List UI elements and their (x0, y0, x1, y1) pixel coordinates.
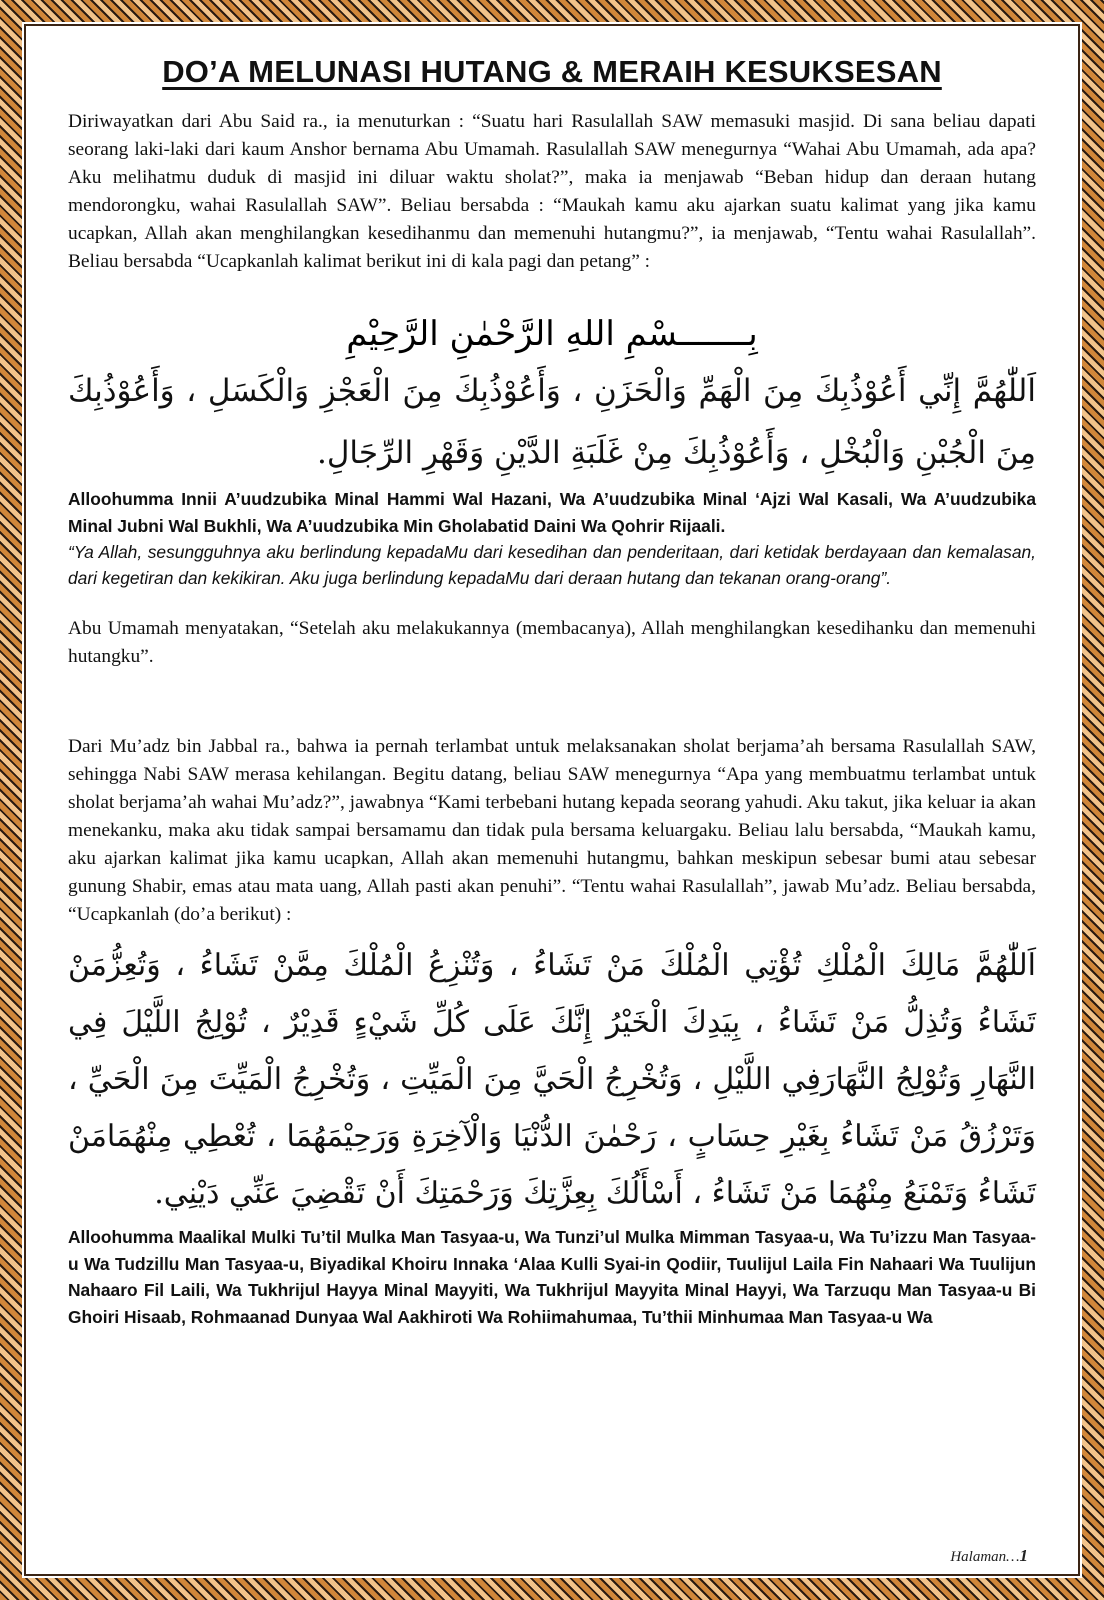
narration-abu-said: Diriwayatkan dari Abu Said ra., ia menuturkan : “Suatu hari Rasulallah SAW memasuki masjid. Di sana beliau dapati seorang laki-laki dari kaum Anshor bernama Abu Umamah. Rasulallah SAW menegurnya “Wahai Abu Umamah, ada apa? Aku melihatmu duduk di masjid ini diluar waktu sholat?”, maka ia menjawab “Beban hidup dan deraan hutang mendorongku, wahai Rasulallah SAW”. Beliau bersabda : “Maukah kamu aku ajarkan suatu kalimat yang jika kamu ucapkan, Allah akan menghilangkan kesedihanmu dan memenuhi hutangmu?”, ia menjawab, “Tentu wahai Rasulallah”. Beliau bersabda “Ucapkanlah kalimat berikut ini di kala pagi dan petang” : (68, 111, 1036, 272)
narration-muadz: Dari Mu’adz bin Jabbal ra., bahwa ia pernah terlambat untuk melaksanakan sholat berjama’ah bersama Rasulallah SAW, sehingga Nabi SAW merasa kehilangan. Begitu datang, beliau SAW menegurnya “Apa yang membuatmu terlambat untuk sholat berjama’ah wahai Mu’adz?”, jawabnya “Kami terbebani hutang kepada seorang yahudi. Aku takut, jika keluar ia akan menekanku, maka aku tidak sampai bersamamu dan tidak pula bersama keluargaku. Beliau lalu bersabda, “Maukah kamu, aku ajarkan kalimat jika kamu ucapkan, Allah akan memenuhi hutangmu, bahkan meskipun sebesar bumi atau sebesar gunung Shabir, emas atau mata uang, Allah pasti akan penuhi”. “Tentu wahai Rasulallah”, jawab Mu’adz. Beliau bersabda, “Ucapkanlah (do’a berikut) : (68, 736, 1036, 925)
narration-closing: Abu Umamah menyatakan, “Setelah aku melakukannya (membacanya), Allah menghilangkan kesedihanku dan memenuhi hutangku”. (68, 618, 1036, 667)
page-label: Halaman… (950, 1549, 1020, 1565)
prayer-transliteration-1: Alloohumma Innii A’uudzubika Minal Hammi Wal Hazani, Wa A’uudzubika Minal ‘Ajzi Wal Kasali, Wa A’uudzubika Minal Jubni Wal Bukhli, Wa A’uudzubika Min Gholabatid Daini Wa Qohrir Rijaali. (68, 489, 1036, 536)
prayer-arabic-2: اَللّٰهُمَّ مَالِكَ الْمُلْكِ تُؤْتِي الْمُلْكَ مَنْ تَشَاءُ ، وَتُنْزِعُ الْمُلْكَ مِمَّنْ تَشَاءُ ، وَتُعِزُّمَنْ تَشَاءُ وَتُذِلُّ مَنْ تَشَاءُ ، بِيَدِكَ الْخَيْرُ إِنَّكَ عَلَى كُلِّ شَيْءٍ قَدِيْرٌ ، تُوْلِجُ اللَّيْلَ فِي النَّهَارِ وَتُوْلِجُ النَّهَارَفِي اللَّيْلِ ، وَتُخْرِجُ الْحَيَّ مِنَ الْمَيِّتِ ، وَتُخْرِجُ الْمَيِّتَ مِنَ الْحَيِّ ، وَتَرْزُقُ مَنْ تَشَاءُ بِغَيْرِ حِسَابٍ ، رَحْمٰنَ الدُّنْيَا وَالْآخِرَةِ وَرَحِيْمَهُمَا ، تُعْطِي مِنْهُمَامَنْ تَشَاءُ وَتَمْنَعُ مِنْهُمَا مَنْ تَشَاءُ ، أَسْأَلُكَ بِعِزَّتِكَ وَرَحْمَتِكَ أَنْ تَقْضِيَ عَنِّي دَيْنِي. (68, 948, 1036, 1211)
page-footer (950, 1546, 1028, 1566)
prayer-translation-1: “Ya Allah, sesungguhnya aku berlindung kepadaMu dari kesedihan dan penderitaan, dari ketidak berdayaan dan kemalasan, dari kegetiran dan kekikiran. Aku juga berlindung kepadaMu dari deraan hutang dan tekanan orang-orang”. (68, 542, 1036, 588)
prayer-transliteration-2: Alloohumma Maalikal Mulki Tu’til Mulka Man Tasyaa-u, Wa Tunzi’ul Mulka Mimman Tasyaa-u, Wa Tu’izzu Man Tasyaa-u Wa Tudzillu Man Tasyaa-u, Biyadikal Khoiru Innaka ‘Alaa Kulli Syai-in Qodiir, Tuulijul Laila Fin Nahaari Wa Tuulijun Nahaaro Fil Laili, Wa Tukhrijul Hayya Minal Mayyiti, Wa Tukhrijul Mayyita Minal Hayyi, Wa Tarzuqu Man Tasyaa-u Bi Ghoiri Hisaab, Rohmaanad Dunyaa Wal Aakhiroti Wa Rohiimahumaa, Tu’thii Minhumaa Man Tasyaa-u Wa (68, 1227, 1036, 1327)
prayer-arabic-1: اَللّٰهُمَّ إِنِّي أَعُوْذُبِكَ مِنَ الْهَمِّ وَالْحَزَنِ ، وَأَعُوْذُبِكَ مِنَ الْعَجْزِ وَالْكَسَلِ ، وَأَعُوْذُبِكَ مِنَ الْجُبْنِ وَالْبُخْلِ ، وَأَعُوْذُبِكَ مِنْ غَلَبَةِ الدَّيْنِ وَقَهْرِ الرِّجَالِ. (68, 373, 1036, 471)
bismillah-arabic: بِـــــــسْمِ اللهِ الرَّحْمٰنِ الرَّحِيْمِ (346, 314, 758, 354)
document-page (68, 50, 1036, 1580)
page-number: 1 (1019, 1546, 1028, 1565)
page-title: DO’A MELUNASI HUTANG & MERAIH KESUKSESAN (162, 54, 942, 89)
